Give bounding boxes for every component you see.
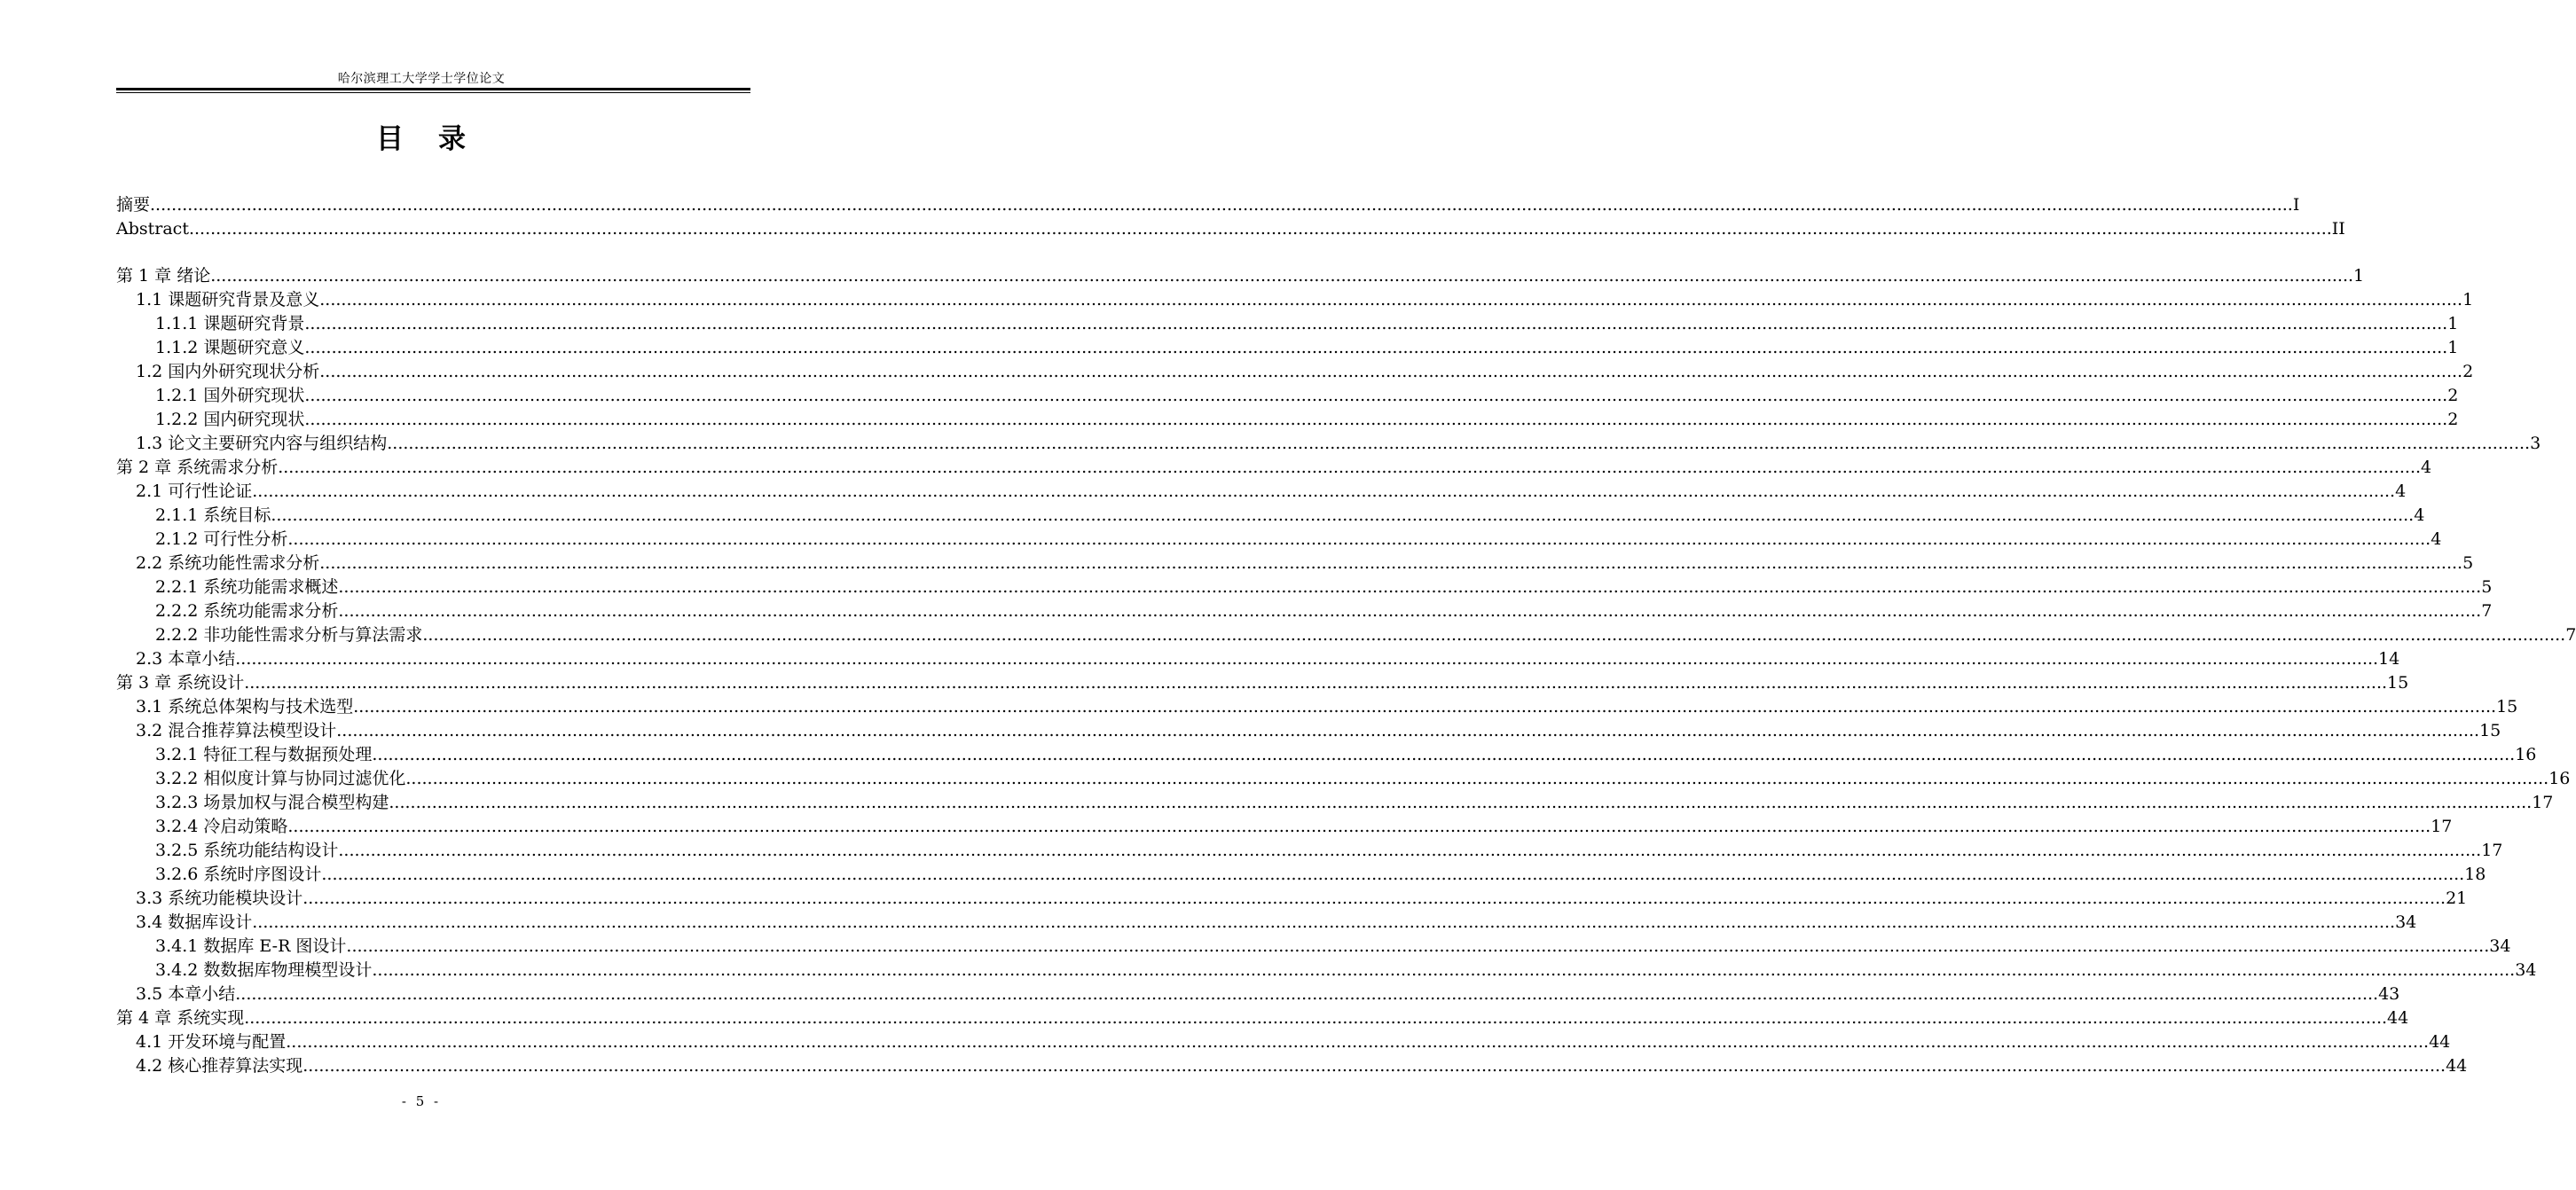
toc-entry-title: 第 1 章 绪论 [116, 266, 211, 286]
toc-entry-page: 34 [2395, 912, 2417, 932]
dot-leader: ................................................................................................................................................................................................................................................................................................................................................................................................................ [387, 434, 2531, 453]
toc-entry-title: 3.2.6 系统时序图设计 [155, 865, 322, 884]
toc-entry-page: I [2292, 195, 2300, 215]
dot-leader: ................................................................................................................................................................................................................................................................................................................................................................................................................ [304, 314, 2448, 333]
toc-entry[interactable] [116, 935, 2511, 959]
dot-leader: ................................................................................................................................................................................................................................................................................................................................................................................................................ [150, 195, 2293, 215]
toc-entry-page: 5 [2481, 577, 2493, 597]
toc-entry-title: 3.4.1 数据库 E-R 图设计 [155, 936, 347, 956]
toc-entry-page: 17 [2431, 817, 2453, 836]
dot-leader: ................................................................................................................................................................................................................................................................................................................................................................................................................ [422, 625, 2566, 645]
toc-entry-title: 1.2.1 国外研究现状 [155, 386, 305, 405]
toc-entry[interactable] [116, 288, 2474, 312]
toc-entry-page: 3 [2530, 434, 2541, 453]
toc-entry-title: 2.1.1 系统目标 [155, 505, 271, 525]
dot-leader: ................................................................................................................................................................................................................................................................................................................................................................................................................ [321, 865, 2465, 884]
toc-entry-page: 7 [2481, 601, 2493, 621]
dot-leader: ................................................................................................................................................................................................................................................................................................................................................................................................................ [372, 745, 2516, 764]
toc-entry-title: 3.2.5 系统功能结构设计 [155, 841, 339, 860]
toc-entry-title: 3.2.3 场景加权与混合模型构建 [155, 793, 389, 812]
dot-leader: ................................................................................................................................................................................................................................................................................................................................................................................................................ [235, 649, 2379, 669]
toc-entry[interactable] [116, 1006, 2409, 1030]
toc-entry-page: 1 [2447, 314, 2459, 333]
toc-entry-title: 第 4 章 系统实现 [116, 1008, 245, 1028]
toc-entry-page: 44 [2387, 1008, 2409, 1028]
page-title [0, 116, 843, 156]
toc-entry-page: II [2331, 219, 2345, 239]
toc-entry-page: 17 [2532, 793, 2554, 812]
title-char-2: 录 [438, 123, 467, 155]
toc-entry-title: 第 2 章 系统需求分析 [116, 458, 279, 477]
toc-entry[interactable] [116, 217, 2345, 241]
toc-entry-title: 1.1.1 课题研究背景 [155, 314, 305, 333]
dot-leader: ................................................................................................................................................................................................................................................................................................................................................................................................................ [244, 1008, 2388, 1028]
toc-entry[interactable] [116, 839, 2503, 863]
toc-entry-page: 15 [2387, 673, 2409, 693]
toc-entry-page: 1 [2447, 338, 2459, 357]
toc-entry-page: 2 [2462, 362, 2474, 381]
toc-entry-page: 7 [2565, 625, 2576, 645]
toc-entry[interactable] [116, 264, 2365, 288]
toc-entry-page: 2 [2447, 386, 2459, 405]
dot-leader: ................................................................................................................................................................................................................................................................................................................................................................................................................ [353, 697, 2497, 716]
toc-entry-title: 2.2 系统功能性需求分析 [136, 553, 320, 573]
toc-entry-page: 4 [2421, 458, 2432, 477]
toc-entry-title: 3.4.2 数数据库物理模型设计 [155, 960, 373, 980]
toc-entry[interactable] [116, 504, 2425, 528]
dot-leader: ................................................................................................................................................................................................................................................................................................................................................................................................................ [319, 290, 2463, 309]
toc-entry[interactable] [116, 456, 2432, 480]
dot-leader: ................................................................................................................................................................................................................................................................................................................................................................................................................ [286, 1032, 2430, 1052]
toc-entry[interactable] [116, 1054, 2468, 1078]
dot-leader: ................................................................................................................................................................................................................................................................................................................................................................................................................ [346, 936, 2490, 956]
toc-entry-page: 34 [2515, 960, 2537, 980]
dot-leader: ................................................................................................................................................................................................................................................................................................................................................................................................................ [210, 266, 2354, 286]
dot-leader: ................................................................................................................................................................................................................................................................................................................................................................................................................ [244, 673, 2388, 693]
toc-entry-page: 15 [2479, 721, 2501, 740]
toc-entry-page: 15 [2496, 697, 2518, 716]
dot-leader: ................................................................................................................................................................................................................................................................................................................................................................................................................ [319, 362, 2463, 381]
toc-entry-title: 3.2 混合推荐算法模型设计 [136, 721, 337, 740]
toc-entry-page: 2 [2447, 410, 2459, 429]
toc-entry[interactable] [116, 528, 2442, 552]
dot-leader: ................................................................................................................................................................................................................................................................................................................................................................................................................ [405, 769, 2549, 788]
toc-entry[interactable] [116, 959, 2537, 983]
dot-leader: ................................................................................................................................................................................................................................................................................................................................................................................................................ [338, 601, 2482, 621]
toc-entry-page: 44 [2429, 1032, 2451, 1052]
toc-entry-title: 2.3 本章小结 [136, 649, 236, 669]
toc-entry[interactable] [116, 719, 2501, 743]
toc-entry-page: 14 [2378, 649, 2400, 669]
toc-entry[interactable] [116, 193, 2300, 217]
toc-entry-page: 16 [2549, 769, 2571, 788]
dot-leader: ................................................................................................................................................................................................................................................................................................................................................................................................................ [287, 817, 2431, 836]
dot-leader: ................................................................................................................................................................................................................................................................................................................................................................................................................ [302, 889, 2446, 908]
toc-entry-title: 3.2.4 冷启动策略 [155, 817, 288, 836]
dot-leader: ................................................................................................................................................................................................................................................................................................................................................................................................................ [235, 984, 2379, 1004]
dot-leader: ................................................................................................................................................................................................................................................................................................................................................................................................................ [319, 553, 2463, 573]
toc-entry-title: 2.2.2 系统功能需求分析 [155, 601, 339, 621]
toc-entry[interactable] [116, 599, 2493, 623]
toc-entry[interactable] [116, 623, 2576, 647]
toc-entry[interactable] [116, 911, 2417, 935]
toc-entry-page: 5 [2462, 553, 2474, 573]
toc-entry-page: 34 [2489, 936, 2511, 956]
toc-entry[interactable] [116, 575, 2493, 599]
dot-leader: ................................................................................................................................................................................................................................................................................................................................................................................................................ [304, 386, 2448, 405]
toc-entry[interactable] [116, 480, 2407, 504]
toc-entry-page: 1 [2462, 290, 2474, 309]
dot-leader: ................................................................................................................................................................................................................................................................................................................................................................................................................ [338, 577, 2482, 597]
toc-entry[interactable] [116, 384, 2459, 408]
dot-leader: ................................................................................................................................................................................................................................................................................................................................................................................................................ [389, 793, 2533, 812]
toc-entry[interactable] [116, 791, 2554, 815]
toc-entry[interactable] [116, 863, 2486, 887]
toc-entry[interactable] [116, 815, 2453, 839]
dot-leader: ................................................................................................................................................................................................................................................................................................................................................................................................................ [278, 458, 2422, 477]
toc-entry-page: 43 [2378, 984, 2400, 1004]
toc-entry[interactable] [116, 887, 2468, 911]
toc-entry-title: 2.1 可行性论证 [136, 481, 253, 501]
dot-leader: ................................................................................................................................................................................................................................................................................................................................................................................................................ [271, 505, 2415, 525]
toc-entry-title: 1.1.2 课题研究意义 [155, 338, 305, 357]
running-header: 哈尔滨理工大学学士学位论文 [337, 72, 506, 86]
toc-entry-page: 16 [2515, 745, 2537, 764]
toc-entry[interactable] [116, 312, 2459, 336]
toc-entry[interactable] [116, 671, 2409, 695]
dot-leader: ................................................................................................................................................................................................................................................................................................................................................................................................................ [252, 481, 2396, 501]
toc-entry-title: 3.3 系统功能模块设计 [136, 889, 303, 908]
toc-entry-title: 1.2.2 国内研究现状 [155, 410, 305, 429]
dot-leader: ................................................................................................................................................................................................................................................................................................................................................................................................................ [304, 410, 2448, 429]
toc-entry[interactable] [116, 552, 2474, 575]
table-of-contents [116, 193, 2576, 1078]
toc-entry-title: 2.1.2 可行性分析 [155, 529, 288, 549]
toc-entry[interactable] [116, 695, 2518, 719]
dot-leader: ................................................................................................................................................................................................................................................................................................................................................................................................................ [338, 841, 2482, 860]
toc-entry-title: 3.5 本章小结 [136, 984, 236, 1004]
toc-entry[interactable] [116, 360, 2474, 384]
toc-entry[interactable] [116, 432, 2541, 456]
toc-entry[interactable] [116, 743, 2537, 767]
toc-entry-page: 17 [2481, 841, 2503, 860]
toc-entry-title: 2.2.2 非功能性需求分析与算法需求 [155, 625, 423, 645]
toc-entry-page: 4 [2395, 481, 2407, 501]
toc-entry-page: 21 [2446, 889, 2468, 908]
dot-leader: ................................................................................................................................................................................................................................................................................................................................................................................................................ [252, 912, 2396, 932]
toc-entry-title: 1.3 论文主要研究内容与组织结构 [136, 434, 388, 453]
toc-entry-title: 2.2.1 系统功能需求概述 [155, 577, 339, 597]
toc-entry-title: 3.2.2 相似度计算与协同过滤优化 [155, 769, 406, 788]
title-char-1: 目 [376, 123, 404, 155]
toc-entry[interactable] [116, 336, 2459, 360]
toc-entry-page: 4 [2431, 529, 2442, 549]
toc-entry-title: 1.1 课题研究背景及意义 [136, 290, 320, 309]
toc-spacer [116, 241, 747, 264]
header-rule-thin [116, 92, 750, 93]
dot-leader: ................................................................................................................................................................................................................................................................................................................................................................................................................ [188, 219, 2332, 239]
toc-entry-page: 44 [2446, 1056, 2468, 1076]
toc-entry-page: 18 [2464, 865, 2486, 884]
toc-entry[interactable] [116, 408, 2459, 432]
dot-leader: ................................................................................................................................................................................................................................................................................................................................................................................................................ [287, 529, 2431, 549]
toc-entry[interactable] [116, 647, 2400, 671]
toc-entry-title: 第 3 章 系统设计 [116, 673, 245, 693]
toc-entry-page: 1 [2353, 266, 2365, 286]
toc-entry-title: 3.4 数据库设计 [136, 912, 253, 932]
toc-entry[interactable] [116, 1030, 2451, 1054]
toc-entry[interactable] [116, 983, 2400, 1006]
dot-leader: ................................................................................................................................................................................................................................................................................................................................................................................................................ [336, 721, 2480, 740]
toc-entry-page: 4 [2414, 505, 2425, 525]
dot-leader: ................................................................................................................................................................................................................................................................................................................................................................................................................ [302, 1056, 2446, 1076]
toc-entry-title: 3.2.1 特征工程与数据预处理 [155, 745, 373, 764]
toc-entry-title: 3.1 系统总体架构与技术选型 [136, 697, 354, 716]
toc-entry-title: 摘要 [116, 195, 151, 215]
dot-leader: ................................................................................................................................................................................................................................................................................................................................................................................................................ [304, 338, 2448, 357]
toc-entry-title: 1.2 国内外研究现状分析 [136, 362, 320, 381]
page-number: - 5 - [401, 1093, 442, 1109]
header-rule-thick [116, 88, 750, 90]
toc-entry-title: Abstract [116, 219, 189, 239]
toc-entry-title: 4.1 开发环境与配置 [136, 1032, 287, 1052]
dot-leader: ................................................................................................................................................................................................................................................................................................................................................................................................................ [372, 960, 2516, 980]
toc-entry[interactable] [116, 767, 2571, 791]
toc-entry-title: 4.2 核心推荐算法实现 [136, 1056, 303, 1076]
